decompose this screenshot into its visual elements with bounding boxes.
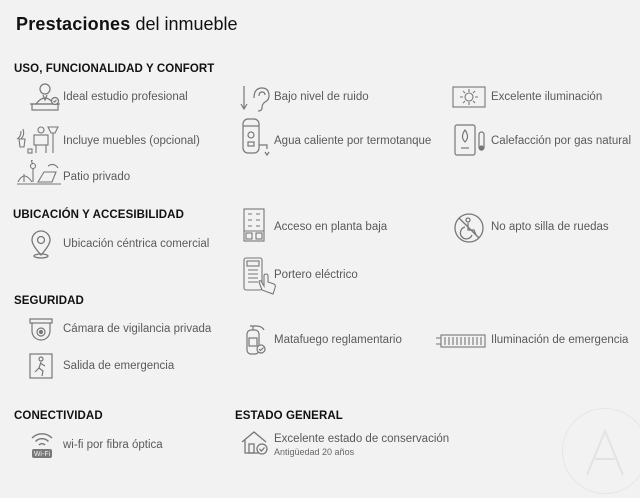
page-title-bold: Prestaciones bbox=[16, 14, 131, 34]
item-estudio: Ideal estudio profesional bbox=[63, 91, 188, 103]
fire-extinguisher-icon bbox=[242, 320, 268, 356]
section-seguridad: SEGURIDAD bbox=[14, 295, 84, 307]
item-estado: Excelente estado de conservación bbox=[274, 433, 450, 445]
item-portero: Portero eléctrico bbox=[274, 269, 358, 281]
section-conectividad: CONECTIVIDAD bbox=[14, 410, 103, 422]
item-antiguedad: Antigüedad 20 años bbox=[274, 447, 355, 457]
item-ubicacion: Ubicación céntrica comercial bbox=[63, 238, 210, 250]
professional-desk-icon bbox=[28, 82, 62, 112]
item-ruido: Bajo nivel de ruido bbox=[274, 91, 369, 103]
item-emergencia-luz: Iluminación de emergencia bbox=[491, 334, 629, 346]
house-check-icon bbox=[240, 430, 270, 456]
emergency-light-icon bbox=[435, 333, 489, 349]
item-acceso: Acceso en planta baja bbox=[274, 221, 388, 233]
ground-floor-building-icon bbox=[242, 207, 266, 243]
watermark-logo bbox=[562, 408, 640, 494]
ear-low-noise-icon bbox=[240, 84, 270, 112]
item-iluminacion: Excelente iluminación bbox=[491, 91, 603, 103]
water-heater-icon bbox=[240, 117, 272, 157]
gas-heating-icon bbox=[453, 124, 487, 156]
page-title bbox=[16, 14, 238, 35]
section-uso: USO, FUNCIONALIDAD Y CONFORT bbox=[14, 63, 215, 75]
item-calefaccion: Calefacción por gas natural bbox=[491, 135, 631, 147]
item-wifi: wi-fi por fibra óptica bbox=[63, 439, 163, 451]
intercom-icon bbox=[242, 256, 276, 298]
item-agua: Agua caliente por termotanque bbox=[274, 135, 432, 147]
svg-text:Wi-Fi: Wi-Fi bbox=[33, 451, 51, 458]
item-camara: Cámara de vigilancia privada bbox=[63, 323, 212, 335]
sun-window-icon bbox=[452, 86, 486, 108]
section-estado: ESTADO GENERAL bbox=[235, 410, 343, 422]
wifi-icon bbox=[30, 430, 54, 460]
no-wheelchair-icon bbox=[453, 212, 485, 244]
item-matafuego: Matafuego reglamentario bbox=[274, 334, 402, 346]
item-patio: Patio privado bbox=[63, 171, 131, 183]
item-salida: Salida de emergencia bbox=[63, 360, 175, 372]
item-muebles: Incluye muebles (opcional) bbox=[63, 135, 200, 147]
security-camera-icon bbox=[28, 317, 54, 343]
furniture-icon bbox=[14, 123, 60, 155]
location-pin-icon bbox=[29, 229, 53, 259]
patio-icon bbox=[16, 160, 62, 186]
item-silla: No apto silla de ruedas bbox=[491, 221, 609, 233]
emergency-exit-icon bbox=[28, 352, 54, 380]
page-title-rest: del inmueble bbox=[135, 14, 238, 34]
section-ubicacion: UBICACIÓN Y ACCESIBILIDAD bbox=[13, 209, 184, 221]
